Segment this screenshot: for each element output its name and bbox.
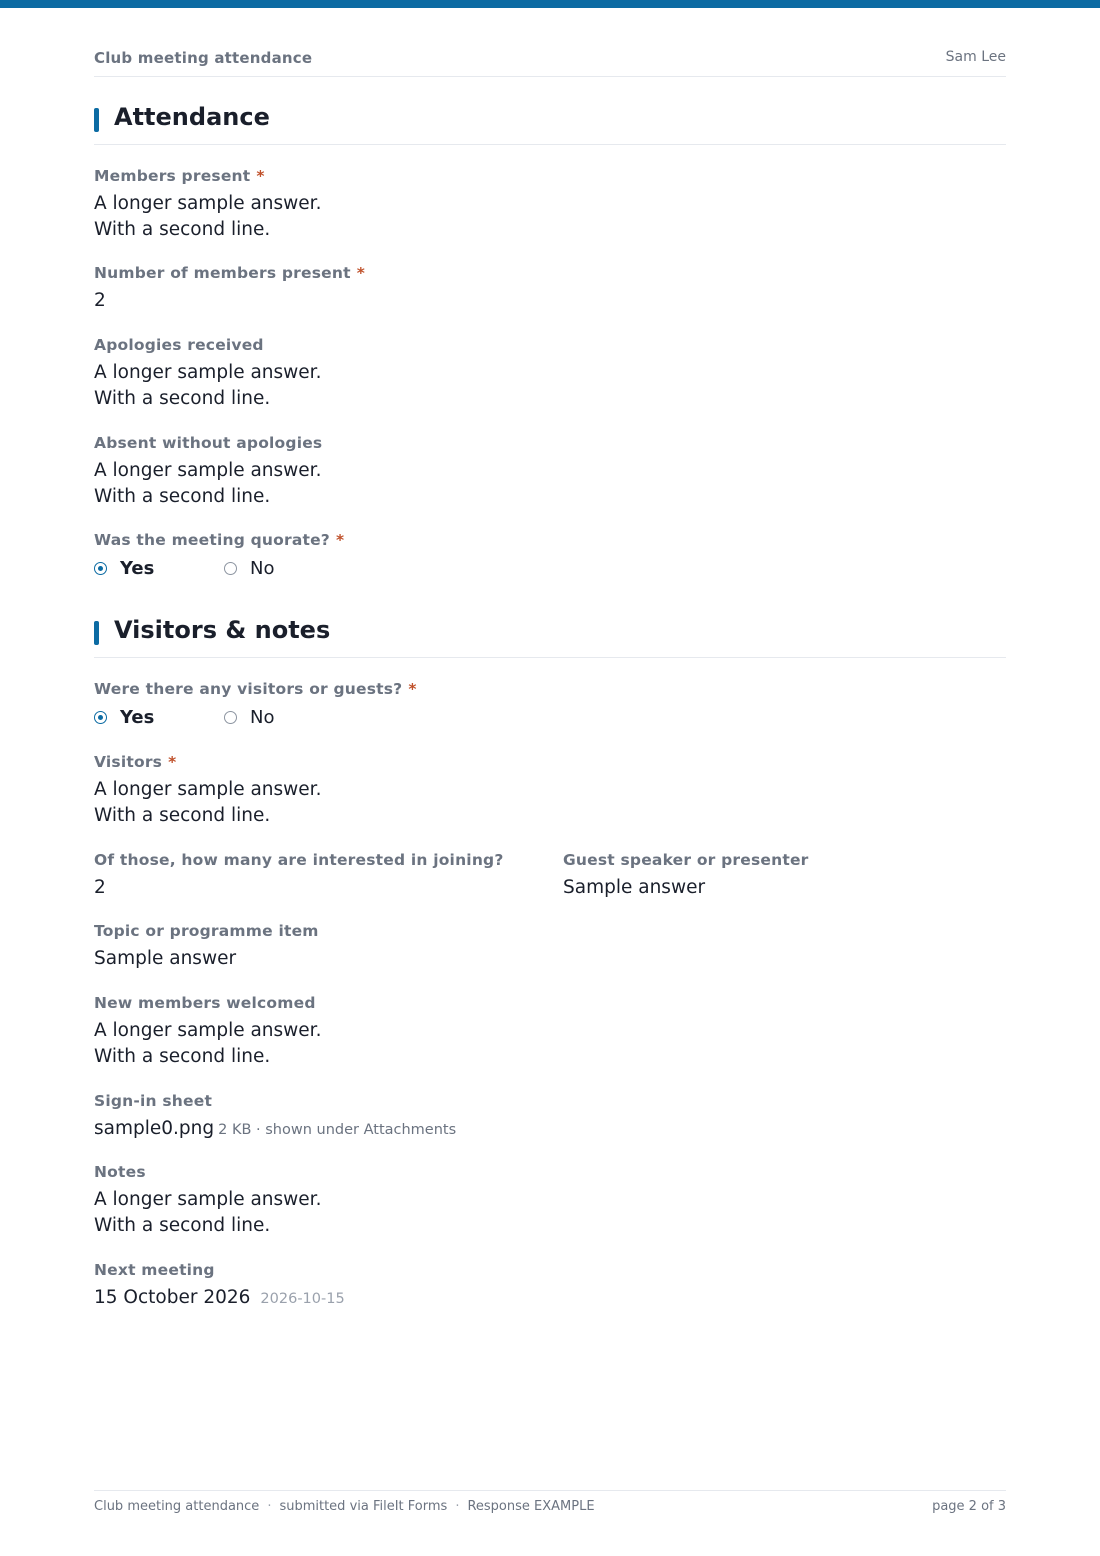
required-marker: *	[168, 753, 177, 771]
field-notes	[94, 1162, 321, 1239]
field-label: Apologies received	[94, 336, 264, 354]
field-value: A longer sample answer. With a second line.	[94, 460, 322, 507]
field-members-present	[94, 166, 321, 243]
field-label: Of those, how many are interested in joining?	[94, 851, 504, 869]
field-label: Absent without apologies	[94, 434, 323, 452]
field-meeting-quorate	[94, 530, 344, 582]
field-value: Sample answer	[563, 877, 706, 898]
field-value: A longer sample answer. With a second line.	[94, 779, 322, 826]
field-label: New members welcomed	[94, 994, 316, 1012]
required-marker: *	[256, 167, 265, 185]
attachment-meta: 2 KB · shown under Attachments	[218, 1122, 457, 1138]
field-guest-speaker	[563, 850, 809, 901]
page-footer	[94, 1490, 1006, 1521]
section-title: Visitors & notes	[114, 616, 331, 644]
field-label: Was the meeting quorate? *	[94, 531, 345, 549]
field-topic-programme-item	[94, 921, 319, 972]
field-value: A longer sample answer. With a second line.	[94, 193, 322, 240]
section-accent-bar	[94, 108, 99, 132]
radio-checked-icon	[94, 711, 107, 724]
date-display: 15 October 2026	[94, 1287, 251, 1308]
field-label: Were there any visitors or guests? *	[94, 680, 417, 698]
radio-unchecked-icon	[224, 711, 237, 724]
radio-group: Yes No	[94, 705, 417, 731]
section-title: Attendance	[114, 103, 270, 131]
radio-unchecked-icon	[224, 562, 237, 575]
field-value	[94, 1116, 456, 1143]
radio-group: Yes No	[94, 556, 344, 582]
field-label: Number of members present *	[94, 264, 366, 282]
respondent-name: Sam Lee	[945, 49, 1006, 65]
date-iso: 2026-10-15	[260, 1291, 345, 1307]
field-label: Members present *	[94, 167, 265, 185]
field-sign-in-sheet	[94, 1091, 456, 1143]
field-value: 2	[94, 290, 106, 311]
field-apologies-received	[94, 335, 321, 412]
field-label: Sign-in sheet	[94, 1092, 213, 1110]
required-marker: *	[356, 264, 366, 282]
field-absent-without-apologies	[94, 433, 322, 510]
field-label: Next meeting	[94, 1261, 215, 1279]
field-number-of-members-present	[94, 263, 365, 314]
field-value: A longer sample answer. With a second line.	[94, 1020, 322, 1067]
field-value: A longer sample answer. With a second line.	[94, 1189, 322, 1236]
form-title: Club meeting attendance	[94, 49, 313, 67]
field-next-meeting	[94, 1260, 345, 1312]
field-interested-in-joining	[94, 850, 504, 901]
footer-form-name: Club meeting attendance	[94, 1499, 260, 1514]
footer-info	[94, 1499, 595, 1514]
field-label: Topic or programme item	[94, 922, 319, 940]
field-value	[94, 1285, 345, 1312]
section-header-visitors-notes	[94, 616, 1006, 658]
footer-separator: ·	[455, 1499, 460, 1514]
footer-response: Response EXAMPLE	[467, 1499, 595, 1514]
footer-separator: ·	[267, 1499, 272, 1514]
top-accent-bar	[0, 0, 1100, 8]
footer-submitted: submitted via FileIt Forms	[279, 1499, 448, 1514]
field-visitors	[94, 752, 321, 829]
required-marker: *	[336, 531, 345, 549]
field-value: 2	[94, 877, 106, 898]
field-label: Guest speaker or presenter	[563, 851, 809, 869]
radio-checked-icon	[94, 562, 107, 575]
section-accent-bar	[94, 621, 99, 645]
section-header-attendance	[94, 103, 1006, 145]
document-header	[94, 48, 1006, 77]
field-value: Sample answer	[94, 948, 237, 969]
field-label: Visitors *	[94, 753, 177, 771]
field-value: A longer sample answer. With a second line.	[94, 362, 322, 409]
field-new-members-welcomed	[94, 993, 321, 1070]
page-number: page 2 of 3	[932, 1499, 1006, 1514]
required-marker: *	[408, 680, 417, 698]
attachment-file-name[interactable]: sample0.png	[94, 1118, 215, 1139]
field-label: Notes	[94, 1163, 146, 1181]
field-visitors-or-guests	[94, 679, 417, 731]
